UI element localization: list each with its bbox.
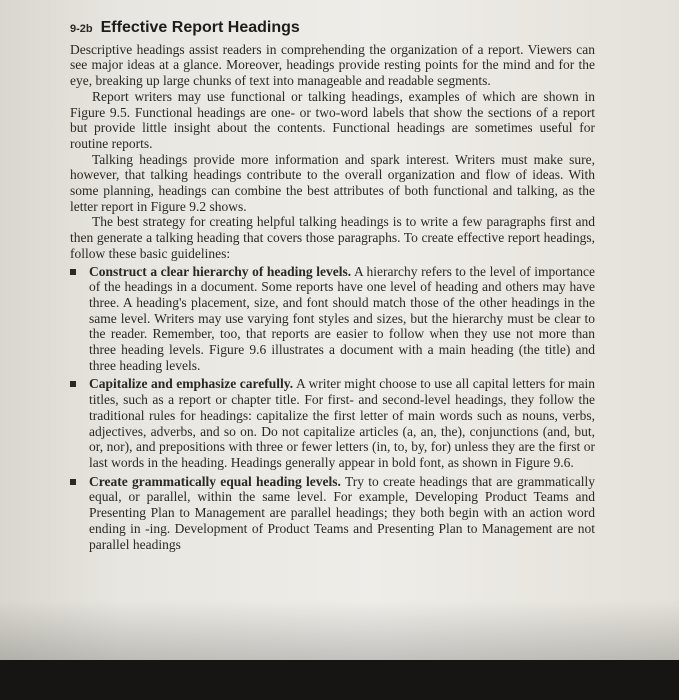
section-number: 9-2b [70, 23, 93, 35]
square-bullet-icon [70, 381, 76, 387]
paragraph-strategy: The best strategy for creating helpful talking headings is to write a few paragraphs first and then generate a talking heading that covers those paragraphs. To create effective report headings, follow these basic guidelines: [70, 214, 595, 261]
paragraph-intro: Descriptive headings assist readers in comprehending the organization of a report. Viewers can see major ideas at a glance. Moreover, headings provide resting points for the mind and for the eye, breaking up large chunks of text into manageable and readable segments. [70, 41, 595, 89]
guideline-text: A writer might choose to use all capital letters for main titles, such as a report or chapter title. For first- and second-level headings, they follow the traditional rules for headings: capitalize the first letter of main words such as nouns, verbs, adjectives, adverbs, and so on. Do not capitalize articles (a, an, the), conjunctions (and, but, or, nor), and prepositions with three or fewer letters (in, to, by, for) unless they are the first or last words in the heading. Headings generally appear in bold font, as shown in Figure 9.6. [89, 376, 596, 470]
square-bullet-icon [70, 269, 76, 275]
guideline-lead: Create grammatically equal heading levels. [89, 473, 341, 489]
section-title: Effective Report Headings [100, 19, 300, 36]
guideline-item [70, 264, 595, 374]
dark-bottom-edge [0, 660, 679, 700]
guideline-lead: Construct a clear hierarchy of heading levels. [89, 263, 352, 279]
square-bullet-icon [70, 479, 76, 485]
paragraph-functional-headings: Report writers may use functional or talking headings, examples of which are shown in Figure 9.5. Functional headings are one- or two-word labels that show the sections of a report but provide little insight about the contents. Functional headings are sometimes useful for routine reports. [70, 88, 595, 151]
paragraph-talking-headings: Talking headings provide more information and spark interest. Writers must make sure, however, that talking headings contribute to the overall organization and flow of ideas. With some planning, headings can combine the best attributes of both functional and talking, as the letter report in Figure 9.2 shows. [70, 151, 595, 214]
guidelines-list [70, 264, 595, 553]
guideline-lead: Capitalize and emphasize carefully. [89, 376, 294, 392]
section-heading [70, 20, 595, 38]
guideline-item [70, 376, 595, 470]
guideline-text: A hierarchy refers to the level of importance of the headings in a document. Some reports have one level of heading and others may have three. A heading's placement, size, and font should match those of the other headings in the same level. Writers may use varying font styles and sizes, but the hierarchy must be clear to the reader. Remember, too, that reports are easier to follow when they use not more than three heading levels. Figure 9.6 illustrates a document with a main heading (the title) and three heading levels. [89, 263, 595, 373]
guideline-item [70, 474, 595, 553]
guideline-text: Try to create headings that are grammatically equal, or parallel, within the same level. For example, Developing Product Teams and Presenting Plan to Management are parallel headings; they both begin with an action word ending in -ing. Development of Product Teams and Presenting Plan to Management are not parallel headings [89, 473, 596, 552]
page-content [70, 20, 595, 555]
